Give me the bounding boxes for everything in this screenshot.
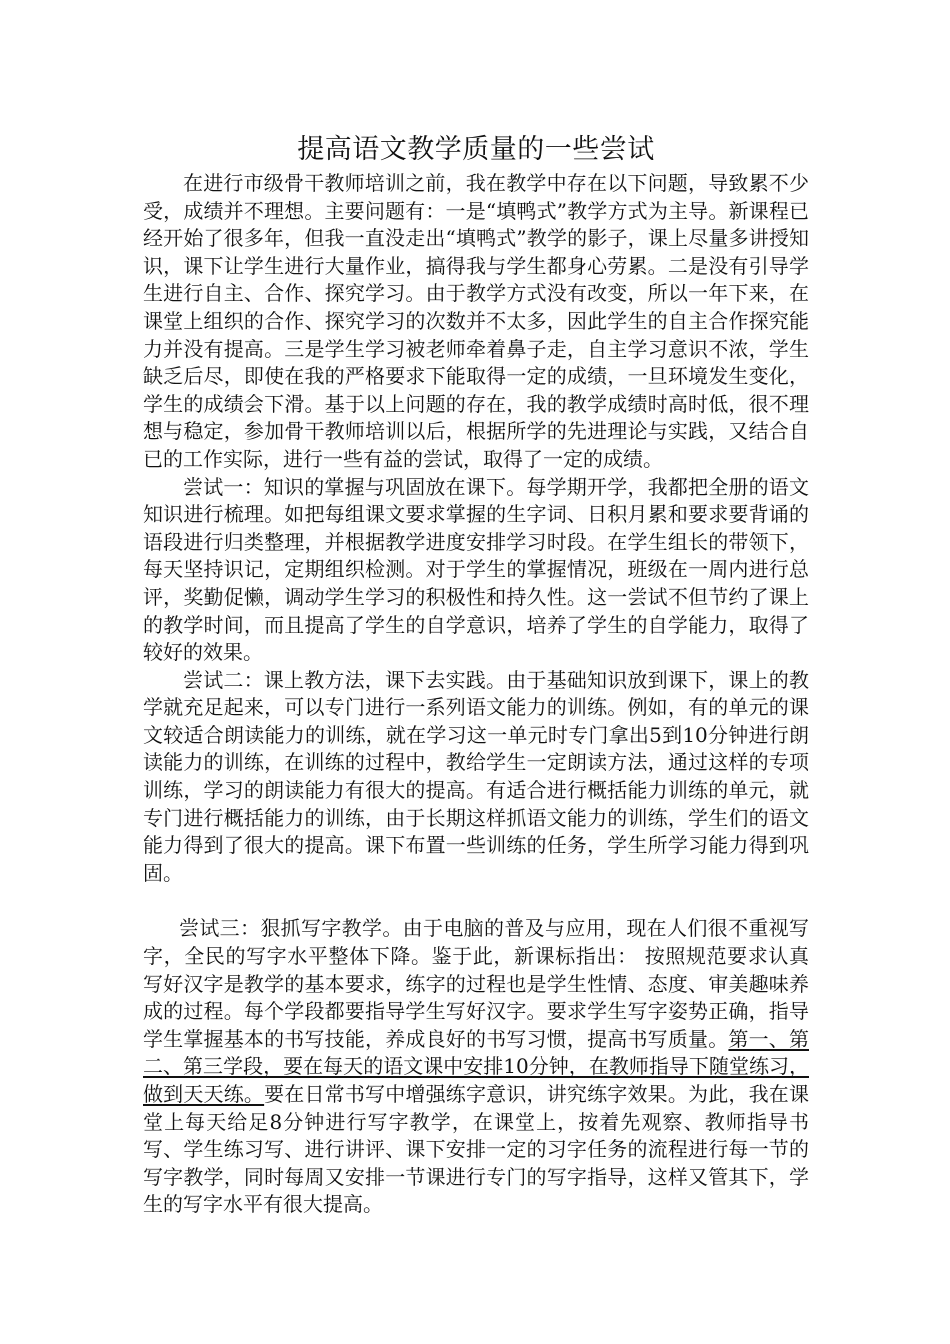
underlined-requirement-text: 第一、第二、第三学段，要在每天的语文课中安排10分钟，在教师指导下随堂练习，做到天天练。 [143, 1026, 809, 1106]
paragraph-attempt-three-text: 尝试三：狠抓写字教学。由于电脑的普及与应用，现在人们很不重视写字，全民的写字水平整体下降。鉴于此，新课标指出： 按照规范要求认真写好汉字是教学的基本要求，练字的过程也是学生性情、态度、审美趣味养成的过程。每个学段都要指导学生写好汉字。要求学生写字姿势正确，指导学生掌握基本的书写技能，养成良好的书写习惯，提高书写质量。 [143, 916, 809, 1051]
document-body [143, 130, 809, 1219]
paragraph-attempt-one: 尝试一：知识的掌握与巩固放在课下。每学期开学，我都把全册的语文知识进行梳理。如把每组课文要求掌握的生字词、日积月累和要求要背诵的语段进行归类整理，并根据教学进度安排学习时段。在学生组长的带领下，每天坚持识记，定期组织检测。对于学生的掌握情况，班级在一周内进行总评，奖勤促懒，调动学生学习的积极性和持久性。这一尝试不但节约了课上的教学时间，而且提高了学生的自学意识，培养了学生的自学能力，取得了较好的效果。 [143, 474, 809, 665]
paragraph-attempt-three-continuation: 要在日常书写中增强练字意识，讲究练字效果。为此，我在课堂上每天给足8分钟进行写字教学，在课堂上，按着先观察、教师指导书写、学生练习写、进行讲评、课下安排一定的习字任务的流程进行每一节的写字教学，同时每周又安排一节课进行专门的写字指导，这样又管其下，学生的写字水平有很大提高。 [143, 1082, 809, 1217]
paragraph-attempt-two: 尝试二：课上教方法，课下去实践。由于基础知识放到课下，课上的教学就充足起来，可以专门进行一系列语文能力的训练。例如，有的单元的课文较适合朗读能力的训练，就在学习这一单元时专门拿出5到10分钟进行朗读能力的训练，在训练的过程中，教给学生一定朗读方法，通过这样的专项训练，学习的朗读能力有很大的提高。有适合进行概括能力训练的单元，就专门进行概括能力的训练，由于长期这样抓语文能力的训练，学生们的语文能力得到了很大的提高。课下布置一些训练的任务，学生所学习能力得到巩固。 [143, 667, 809, 885]
document-title: 提高语文教学质量的一些尝试 [297, 134, 655, 165]
paragraph-attempt-three [143, 915, 809, 1219]
paragraph-intro: 在进行市级骨干教师培训之前，我在教学中存在以下问题，导致累不少受，成绩并不理想。主要问题有：一是“填鸭式”教学方式为主导。新课程已经开始了很多年，但我一直没走出“填鸭式”教学的影子，课上尽量多讲授知识，课下让学生进行大量作业，搞得我与学生都身心劳累。二是没有引导学生进行自主、合作、探究学习。由于教学方式没有改变，所以一年下来，在课堂上组织的合作、探究学习的次数并不太多，因此学生的自主合作探究能力并没有提高。三是学生学习被老师牵着鼻子走，自主学习意识不浓，学生缺乏后尽，即使在我的严格要求下能取得一定的成绩，一旦环境发生变化，学生的成绩会下滑。基于以上问题的存在，我的教学成绩时高时低，很不理想与稳定，参加骨干教师培训以后，根据所学的先进理论与实践，又结合自已的工作实际，进行一些有益的尝试，取得了一定的成绩。 [143, 171, 809, 471]
